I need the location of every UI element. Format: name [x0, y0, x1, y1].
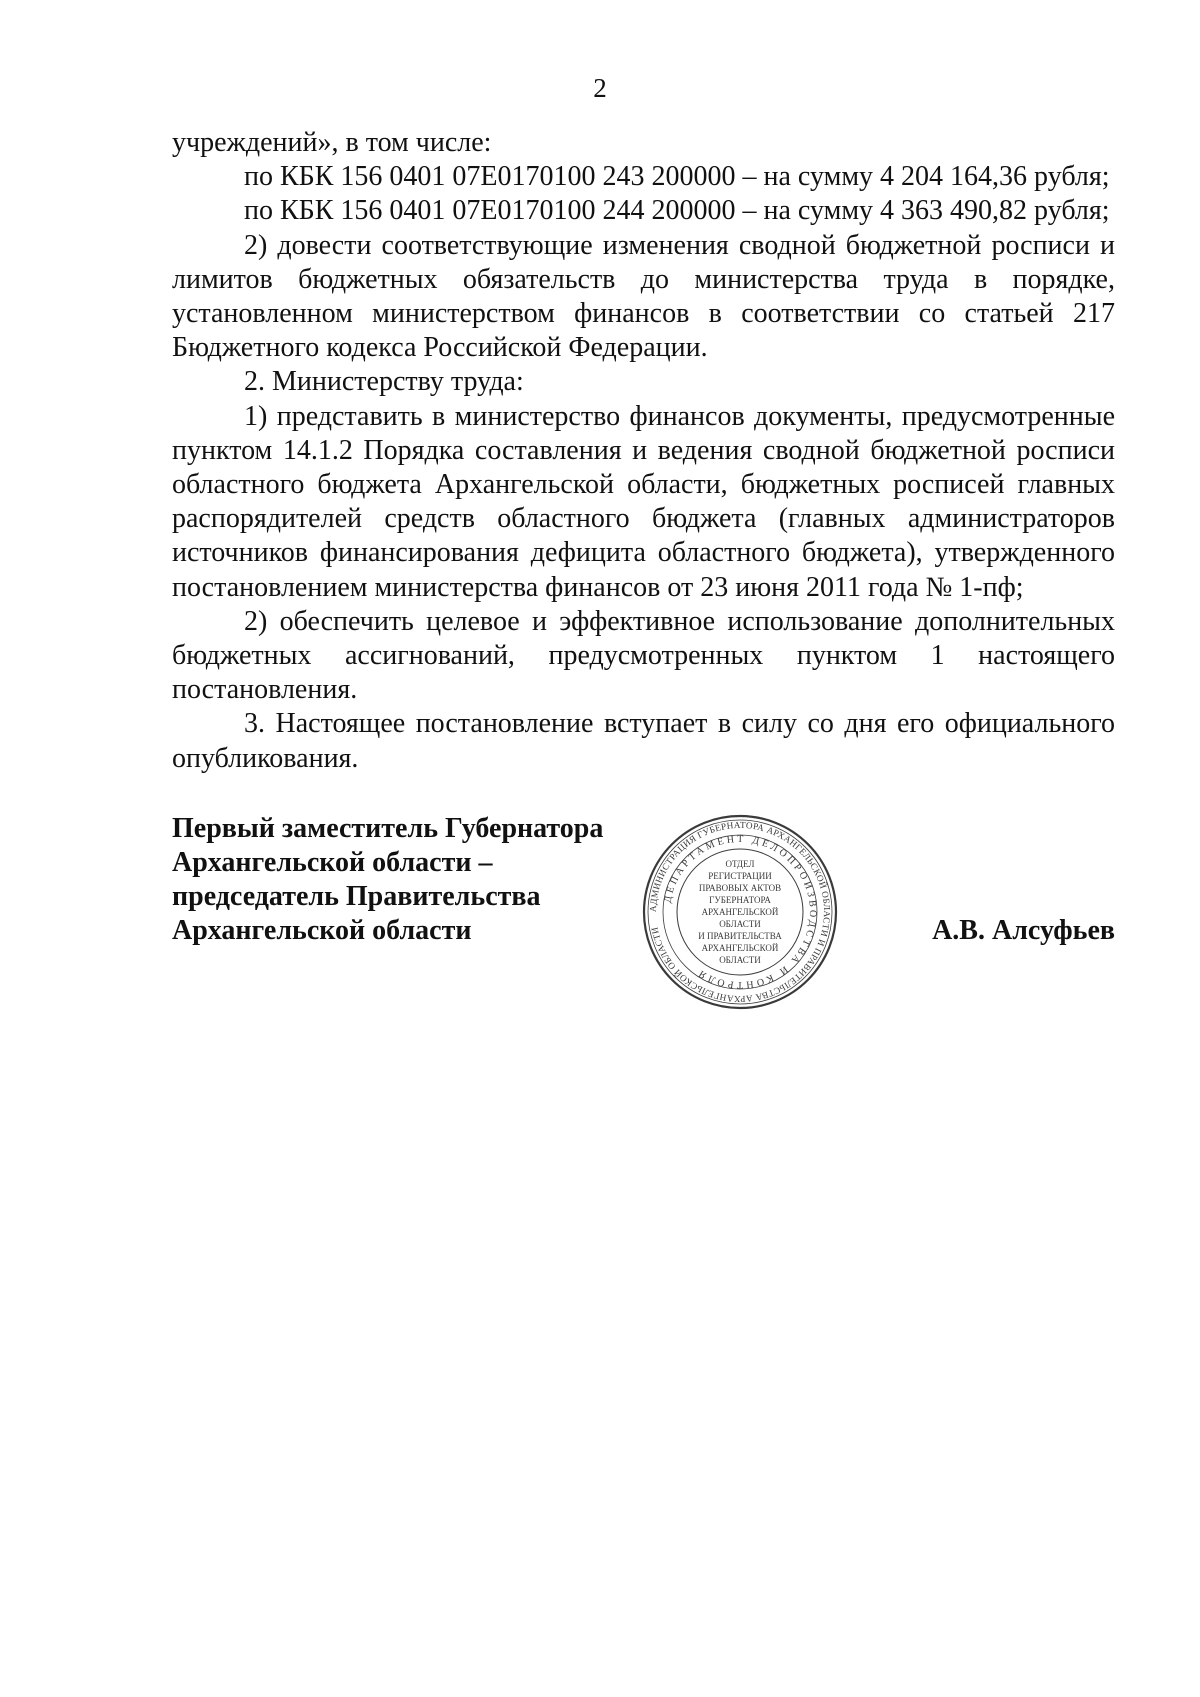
page-number: 2 [593, 73, 607, 103]
seal-center-line: РЕГИСТРАЦИИ [708, 871, 772, 881]
seal-center-line: И ПРАВИТЕЛЬСТВА [698, 931, 782, 941]
document-body [172, 126, 1115, 776]
seal-center-line: ОБЛАСТИ [719, 919, 761, 929]
paragraph-kbk-243: по КБК 156 0401 07Е0170100 243 200000 – на сумму 4 204 164,36 рубля; [244, 161, 1110, 193]
paragraph-item-2-1: 1) представить в министерство финансов документы, предусмотренные пунктом 14.1.2 Порядка составления и ведения сводной бюджетной росписи областного бюджета Архангельской области, бюджетных росписей главных распорядителей средств областного бюджета (главных администраторов источников финансирования дефицита областного бюджета), утвержденного постановлением министерства финансов от 23 июня 2011 года № 1-пф; [172, 400, 1115, 603]
paragraph-kbk-244: по КБК 156 0401 07Е0170100 244 200000 – на сумму 4 363 490,82 рубля; [244, 195, 1110, 227]
signatory-title-line: председатель Правительства [172, 881, 541, 912]
seal-center-line: ОБЛАСТИ [719, 955, 761, 965]
seal-inner-text: ДЕПАРТАМЕНТ ДЕЛОПРОИЗВОДСТВА И КОНТРОЛЯ [662, 833, 819, 991]
official-seal [640, 812, 840, 1012]
seal-center-line: АРХАНГЕЛЬСКОЙ [701, 907, 779, 917]
paragraph-item-1-2: 2) довести соответствующие изменения сводной бюджетной росписи и лимитов бюджетных обязательств до министерства труда в порядке, установленном министерством финансов в соответствии со статьей 217 Бюджетного кодекса Российской Федерации. [172, 229, 1115, 364]
seal-center-line: АРХАНГЕЛЬСКОЙ [701, 943, 779, 953]
paragraph-continuation: учреждений», в том числе: [172, 127, 492, 158]
seal-center-line: ОТДЕЛ [725, 859, 755, 869]
seal-center-line: ГУБЕРНАТОРА [709, 895, 771, 905]
signature-block [172, 812, 1115, 1042]
seal-outer-text: АДМИНИСТРАЦИЯ ГУБЕРНАТОРА АРХАНГЕЛЬСКОЙ ОБЛАСТИ И ПРАВИТЕЛЬСТВА АРХАНГЕЛЬСКОЙ ОБЛАСТИ [647, 819, 833, 1005]
seal-graphic [640, 812, 840, 1012]
seal-center-line: ПРАВОВЫХ АКТОВ [698, 883, 782, 893]
paragraph-section-3: 3. Настоящее постановление вступает в силу со дня его официального опубликования. [172, 708, 1115, 774]
signatory-name: А.В. Алсуфьев [932, 915, 1115, 946]
signatory-title-line: Архангельской области – [172, 847, 493, 878]
signatory-title [172, 812, 603, 948]
signatory-title-line: Первый заместитель Губернатора [172, 813, 604, 844]
paragraph-item-2-2: 2) обеспечить целевое и эффективное использование дополнительных бюджетных ассигнований, предусмотренных пунктом 1 настоящего постановления. [172, 605, 1115, 706]
paragraph-section-2: 2. Министерству труда: [244, 366, 524, 398]
signatory-title-line: Архангельской области [172, 915, 472, 946]
